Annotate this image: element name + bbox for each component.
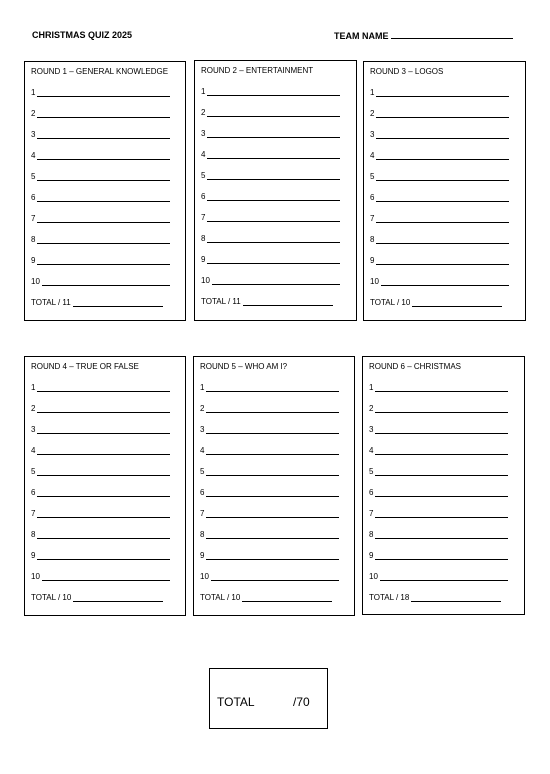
question-number: 1 [31, 383, 36, 392]
question-number: 10 [370, 277, 379, 286]
question-number: 4 [201, 150, 206, 159]
answer-row[interactable] [201, 87, 340, 96]
answer-line[interactable] [376, 194, 509, 202]
round-title: ROUND 3 – LOGOS [370, 67, 444, 76]
answer-row[interactable] [200, 467, 339, 476]
answer-row[interactable] [369, 530, 508, 539]
answer-line[interactable] [380, 573, 508, 581]
answer-line[interactable] [206, 384, 339, 392]
question-number: 2 [31, 109, 36, 118]
question-number: 7 [369, 509, 374, 518]
answer-row[interactable] [31, 425, 170, 434]
answer-line[interactable] [376, 110, 509, 118]
question-number: 10 [200, 572, 209, 581]
question-number: 8 [201, 234, 206, 243]
question-number: 6 [369, 488, 374, 497]
question-number: 6 [201, 192, 206, 201]
question-number: 9 [200, 551, 205, 560]
answer-line[interactable] [37, 236, 170, 244]
answer-line[interactable] [37, 405, 170, 413]
answer-row[interactable] [31, 467, 170, 476]
question-number: 2 [370, 109, 375, 118]
answer-row[interactable] [369, 404, 508, 413]
answer-row[interactable] [31, 530, 170, 539]
answer-row[interactable] [31, 214, 170, 223]
answer-line[interactable] [37, 131, 170, 139]
answer-row[interactable] [31, 551, 170, 560]
answer-row[interactable] [370, 235, 509, 244]
answer-line[interactable] [37, 447, 170, 455]
answer-line[interactable] [376, 173, 509, 181]
round-total-label: TOTAL / 10 [31, 593, 72, 602]
round-title: ROUND 6 – CHRISTMAS [369, 362, 462, 371]
round-total-row[interactable] [31, 298, 163, 307]
question-number: 6 [370, 193, 375, 202]
answer-line[interactable] [37, 110, 170, 118]
round-6-box [362, 356, 525, 615]
answer-line[interactable] [375, 510, 508, 518]
page-title: CHRISTMAS QUIZ 2025 [32, 30, 133, 40]
answer-line[interactable] [206, 447, 339, 455]
answer-row[interactable] [369, 509, 508, 518]
answer-line[interactable] [37, 257, 170, 265]
answer-line[interactable] [37, 89, 170, 97]
round-total-row[interactable] [201, 297, 333, 306]
question-number: 2 [201, 108, 206, 117]
answer-line[interactable] [37, 510, 170, 518]
answer-line[interactable] [206, 531, 339, 539]
answer-row[interactable] [201, 108, 340, 117]
round-total-line[interactable] [73, 594, 163, 602]
round-4-box [24, 356, 186, 616]
question-number: 6 [31, 488, 36, 497]
round-title: ROUND 1 – GENERAL KNOWLEDGE [31, 67, 169, 76]
answer-line[interactable] [206, 405, 339, 413]
question-number: 3 [370, 130, 375, 139]
answer-row[interactable] [31, 446, 170, 455]
answer-line[interactable] [376, 257, 509, 265]
round-3-box [363, 61, 526, 321]
answer-line[interactable] [376, 215, 509, 223]
team-name-line[interactable] [391, 30, 513, 39]
answer-row[interactable] [31, 404, 170, 413]
answer-line[interactable] [37, 489, 170, 497]
answer-row[interactable] [31, 172, 170, 181]
answer-row[interactable] [31, 383, 170, 392]
question-number: 2 [369, 404, 374, 413]
answer-row[interactable] [370, 256, 509, 265]
question-number: 3 [201, 129, 206, 138]
question-number: 7 [31, 214, 36, 223]
answer-row[interactable] [31, 277, 170, 286]
answer-line[interactable] [206, 426, 339, 434]
question-number: 3 [200, 425, 205, 434]
round-total-line[interactable] [242, 594, 332, 602]
round-title: ROUND 5 – WHO AM I? [200, 362, 288, 371]
round-total-line[interactable] [411, 594, 501, 602]
round-total-row[interactable] [200, 593, 332, 602]
answer-line[interactable] [376, 152, 509, 160]
round-total-line[interactable] [243, 298, 333, 306]
question-number: 10 [369, 572, 378, 581]
question-number: 7 [370, 214, 375, 223]
grand-total-label: TOTAL [217, 695, 255, 709]
question-number: 8 [31, 530, 36, 539]
answer-line[interactable] [376, 236, 509, 244]
answer-row[interactable] [31, 109, 170, 118]
answer-line[interactable] [37, 152, 170, 160]
round-title: ROUND 4 – TRUE OR FALSE [31, 362, 139, 371]
answer-line[interactable] [42, 278, 170, 286]
answer-line[interactable] [37, 384, 170, 392]
answer-row[interactable] [201, 150, 340, 159]
answer-row[interactable] [370, 277, 509, 286]
question-number: 8 [31, 235, 36, 244]
answer-row[interactable] [201, 255, 340, 264]
answer-line[interactable] [376, 131, 509, 139]
grand-total-box [209, 668, 328, 729]
answer-row[interactable] [31, 572, 170, 581]
answer-line[interactable] [207, 193, 340, 201]
question-number: 6 [200, 488, 205, 497]
answer-row[interactable] [201, 192, 340, 201]
question-number: 9 [370, 256, 375, 265]
answer-row[interactable] [31, 193, 170, 202]
answer-row[interactable] [201, 213, 340, 222]
round-total-line[interactable] [73, 299, 163, 307]
round-total-label: TOTAL / 11 [201, 297, 241, 306]
question-number: 8 [369, 530, 374, 539]
answer-line[interactable] [375, 489, 508, 497]
question-number: 3 [369, 425, 374, 434]
question-number: 8 [370, 235, 375, 244]
question-number: 5 [31, 467, 36, 476]
answer-row[interactable] [370, 172, 509, 181]
answer-row[interactable] [370, 130, 509, 139]
question-number: 10 [31, 277, 40, 286]
question-number: 1 [201, 87, 206, 96]
round-total-row[interactable] [31, 593, 163, 602]
answer-row[interactable] [200, 530, 339, 539]
answer-line[interactable] [37, 468, 170, 476]
question-number: 9 [31, 551, 36, 560]
answer-line[interactable] [206, 468, 339, 476]
answer-line[interactable] [37, 215, 170, 223]
answer-row[interactable] [200, 488, 339, 497]
answer-row[interactable] [369, 551, 508, 560]
answer-row[interactable] [31, 509, 170, 518]
grand-total-max: /70 [293, 695, 310, 709]
question-number: 10 [201, 276, 210, 285]
question-number: 4 [370, 151, 375, 160]
answer-line[interactable] [37, 531, 170, 539]
answer-row[interactable] [369, 383, 508, 392]
question-number: 3 [31, 130, 36, 139]
answer-row[interactable] [370, 109, 509, 118]
round-total-row[interactable] [370, 298, 502, 307]
answer-line[interactable] [207, 130, 340, 138]
question-number: 6 [31, 193, 36, 202]
answer-row[interactable] [369, 488, 508, 497]
answer-line[interactable] [375, 426, 508, 434]
answer-line[interactable] [207, 109, 340, 117]
answer-row[interactable] [31, 488, 170, 497]
answer-line[interactable] [207, 172, 340, 180]
question-number: 7 [31, 509, 36, 518]
answer-row[interactable] [201, 129, 340, 138]
answer-row[interactable] [31, 88, 170, 97]
question-number: 7 [201, 213, 206, 222]
question-number: 1 [31, 88, 36, 97]
question-number: 4 [31, 446, 36, 455]
answer-row[interactable] [200, 446, 339, 455]
answer-row[interactable] [369, 572, 508, 581]
question-number: 1 [369, 383, 374, 392]
round-total-label: TOTAL / 11 [31, 298, 71, 307]
round-total-label: TOTAL / 10 [370, 298, 411, 307]
answer-line[interactable] [206, 510, 339, 518]
answer-line[interactable] [37, 552, 170, 560]
question-number: 5 [201, 171, 206, 180]
answer-line[interactable] [37, 426, 170, 434]
answer-row[interactable] [200, 404, 339, 413]
answer-line[interactable] [37, 194, 170, 202]
answer-row[interactable] [369, 446, 508, 455]
answer-row[interactable] [200, 509, 339, 518]
answer-row[interactable] [370, 193, 509, 202]
answer-line[interactable] [207, 88, 340, 96]
answer-line[interactable] [381, 278, 509, 286]
answer-line[interactable] [375, 468, 508, 476]
question-number: 4 [369, 446, 374, 455]
team-name-label: TEAM NAME [334, 31, 389, 41]
answer-row[interactable] [370, 151, 509, 160]
question-number: 4 [31, 151, 36, 160]
question-number: 3 [31, 425, 36, 434]
answer-line[interactable] [207, 256, 340, 264]
round-total-label: TOTAL / 18 [369, 593, 410, 602]
answer-line[interactable] [212, 277, 340, 285]
answer-line[interactable] [211, 573, 339, 581]
question-number: 4 [200, 446, 205, 455]
question-number: 7 [200, 509, 205, 518]
answer-row[interactable] [370, 88, 509, 97]
answer-line[interactable] [206, 552, 339, 560]
question-number: 10 [31, 572, 40, 581]
answer-row[interactable] [369, 467, 508, 476]
round-title: ROUND 2 – ENTERTAINMENT [201, 66, 314, 75]
question-number: 2 [200, 404, 205, 413]
answer-row[interactable] [369, 425, 508, 434]
answer-line[interactable] [375, 447, 508, 455]
team-name-field[interactable] [334, 30, 513, 41]
answer-row[interactable] [201, 234, 340, 243]
round-total-label: TOTAL / 10 [200, 593, 241, 602]
answer-line[interactable] [206, 489, 339, 497]
answer-line[interactable] [42, 573, 170, 581]
round-total-line[interactable] [412, 299, 502, 307]
question-number: 2 [31, 404, 36, 413]
round-total-row[interactable] [369, 593, 501, 602]
answer-row[interactable] [31, 235, 170, 244]
answer-row[interactable] [200, 572, 339, 581]
question-number: 1 [200, 383, 205, 392]
answer-line[interactable] [207, 214, 340, 222]
question-number: 8 [200, 530, 205, 539]
round-2-box [194, 60, 357, 321]
answer-row[interactable] [200, 551, 339, 560]
question-number: 5 [31, 172, 36, 181]
answer-line[interactable] [375, 552, 508, 560]
answer-row[interactable] [31, 130, 170, 139]
answer-line[interactable] [207, 235, 340, 243]
answer-line[interactable] [376, 89, 509, 97]
answer-line[interactable] [37, 173, 170, 181]
answer-line[interactable] [375, 405, 508, 413]
question-number: 9 [369, 551, 374, 560]
round-5-box [193, 356, 355, 616]
answer-line[interactable] [375, 531, 508, 539]
answer-line[interactable] [375, 384, 508, 392]
question-number: 9 [201, 255, 206, 264]
question-number: 5 [200, 467, 205, 476]
question-number: 1 [370, 88, 375, 97]
answer-row[interactable] [31, 151, 170, 160]
answer-row[interactable] [200, 383, 339, 392]
question-number: 5 [370, 172, 375, 181]
question-number: 5 [369, 467, 374, 476]
question-number: 9 [31, 256, 36, 265]
answer-row[interactable] [200, 425, 339, 434]
round-1-box [24, 61, 186, 321]
answer-row[interactable] [31, 256, 170, 265]
answer-row[interactable] [201, 276, 340, 285]
answer-row[interactable] [201, 171, 340, 180]
answer-row[interactable] [370, 214, 509, 223]
answer-line[interactable] [207, 151, 340, 159]
